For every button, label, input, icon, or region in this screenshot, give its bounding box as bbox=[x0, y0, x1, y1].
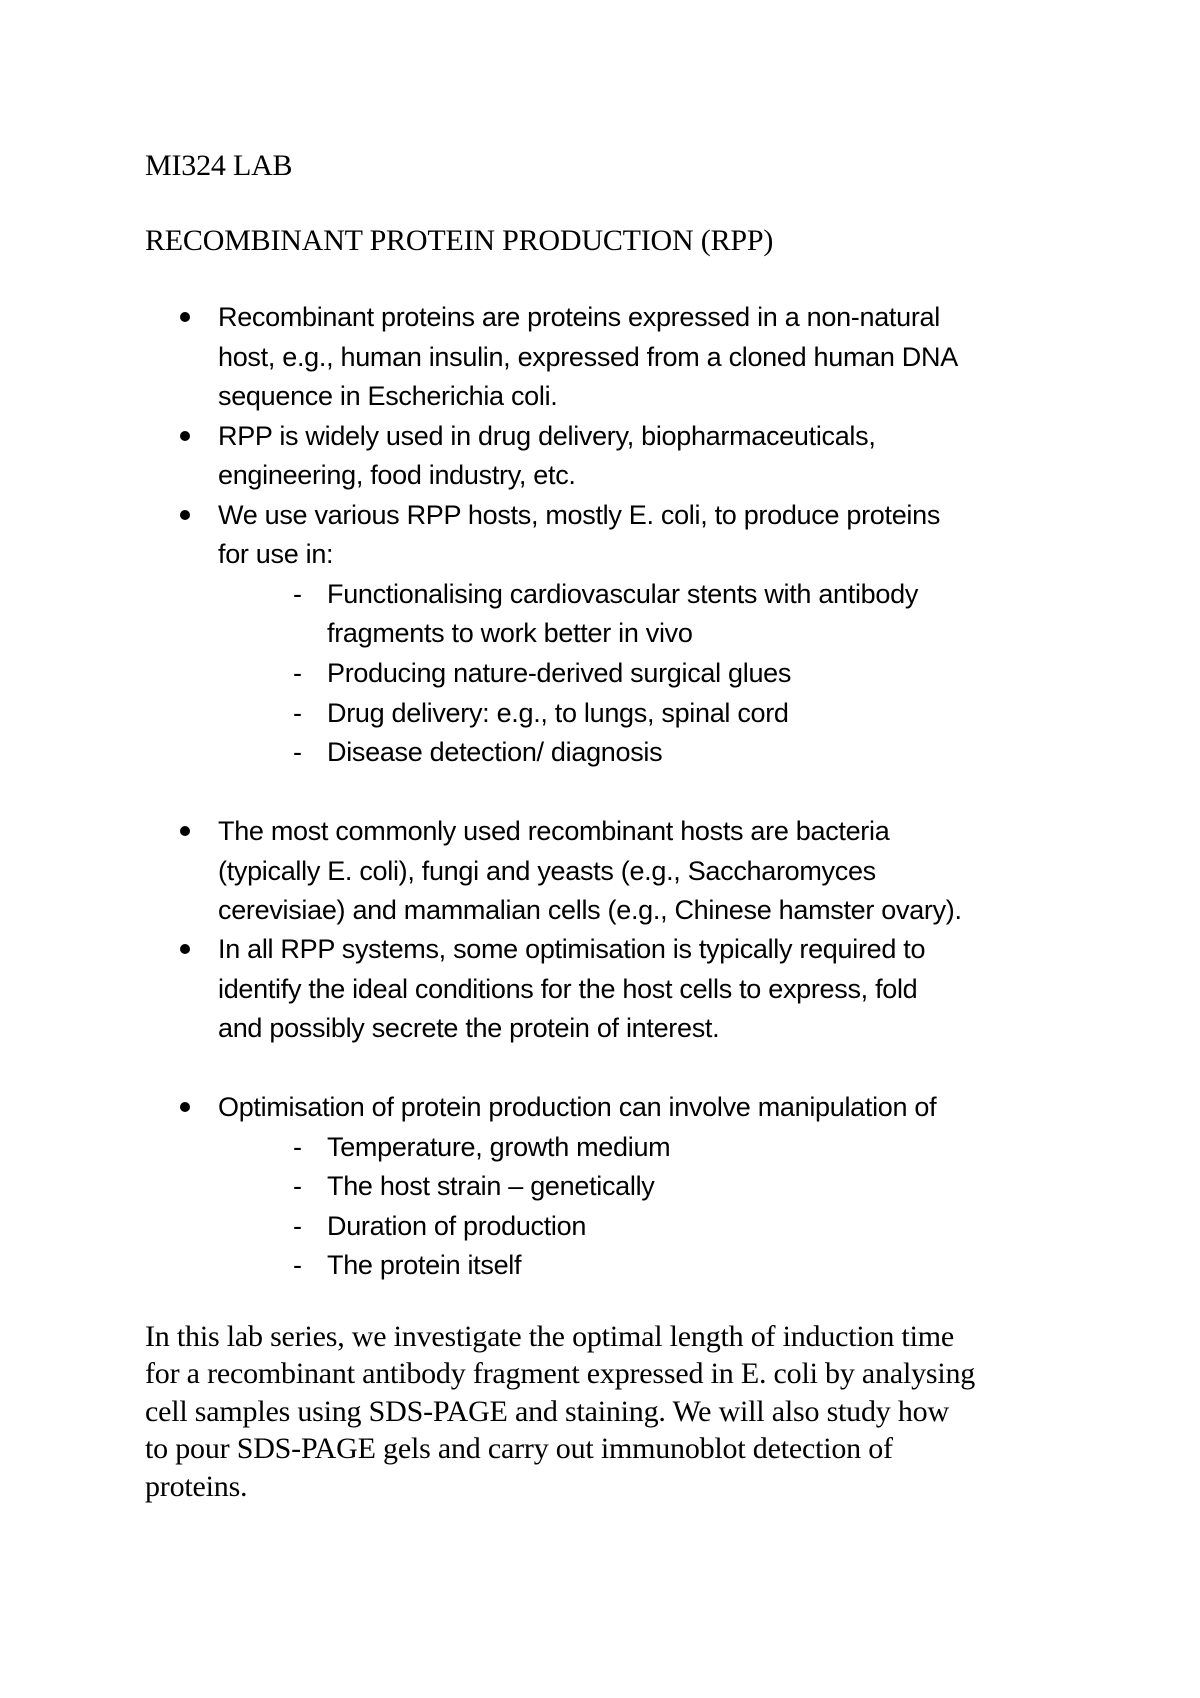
paragraph-line: to pour SDS-PAGE gels and carry out immunoblot detection of bbox=[145, 1432, 893, 1465]
bullet-icon bbox=[180, 1102, 190, 1112]
text-line: for use in: bbox=[218, 539, 334, 569]
text-line: engineering, food industry, etc. bbox=[218, 460, 576, 490]
dash-marker: - bbox=[293, 1250, 302, 1280]
sub-item-line: Drug delivery: e.g., to lungs, spinal cord bbox=[327, 698, 789, 728]
text-line: host, e.g., human insulin, expressed from a cloned human DNA bbox=[218, 342, 958, 372]
bullet-icon bbox=[180, 431, 190, 441]
sub-item-line: Duration of production bbox=[327, 1211, 587, 1241]
dash-marker: - bbox=[293, 1132, 302, 1162]
paragraph-line: for a recombinant antibody fragment expressed in E. coli by analysing bbox=[145, 1357, 976, 1390]
text-line: (typically E. coli), fungi and yeasts (e.g., Saccharomyces bbox=[218, 856, 876, 886]
text-line: identify the ideal conditions for the host cells to express, fold bbox=[218, 974, 918, 1004]
course-title: MI324 LAB bbox=[145, 149, 293, 182]
paragraph-line: cell samples using SDS-PAGE and staining. We will also study how bbox=[145, 1395, 949, 1428]
text-line: sequence in Escherichia coli. bbox=[218, 381, 558, 411]
text-line: The most commonly used recombinant hosts are bacteria bbox=[218, 816, 890, 846]
sub-item-line: Functionalising cardiovascular stents with antibody bbox=[327, 579, 919, 609]
text-line: RPP is widely used in drug delivery, biopharmaceuticals, bbox=[218, 421, 876, 451]
dash-marker: - bbox=[293, 698, 302, 728]
sub-item-line: Temperature, growth medium bbox=[327, 1132, 671, 1162]
bullet-icon bbox=[180, 312, 190, 322]
text-line: In all RPP systems, some optimisation is typically required to bbox=[218, 934, 926, 964]
sub-item-line: Disease detection/ diagnosis bbox=[327, 737, 663, 767]
paragraph-line: In this lab series, we investigate the optimal length of induction time bbox=[145, 1320, 954, 1353]
paragraph-line: proteins. bbox=[145, 1470, 248, 1503]
sub-item-line: fragments to work better in vivo bbox=[327, 618, 693, 648]
text-line: Optimisation of protein production can involve manipulation of bbox=[218, 1092, 937, 1122]
sub-item-line: The protein itself bbox=[327, 1250, 522, 1280]
dash-marker: - bbox=[293, 658, 302, 688]
section-title: RECOMBINANT PROTEIN PRODUCTION (RPP) bbox=[145, 224, 774, 257]
bullet-icon bbox=[180, 510, 190, 520]
text-line: and possibly secrete the protein of interest. bbox=[218, 1013, 720, 1043]
text-line: Recombinant proteins are proteins expressed in a non-natural bbox=[218, 302, 940, 332]
dash-marker: - bbox=[293, 1171, 302, 1201]
sub-item-line: The host strain – genetically bbox=[327, 1171, 655, 1201]
dash-marker: - bbox=[293, 1211, 302, 1241]
dash-marker: - bbox=[293, 737, 302, 767]
bullet-icon bbox=[180, 826, 190, 836]
sub-item-line: Producing nature-derived surgical glues bbox=[327, 658, 792, 688]
bullet-icon bbox=[180, 944, 190, 954]
dash-marker: - bbox=[293, 579, 302, 609]
text-line: We use various RPP hosts, mostly E. coli, to produce proteins bbox=[218, 500, 941, 530]
text-line: cerevisiae) and mammalian cells (e.g., Chinese hamster ovary). bbox=[218, 895, 962, 925]
